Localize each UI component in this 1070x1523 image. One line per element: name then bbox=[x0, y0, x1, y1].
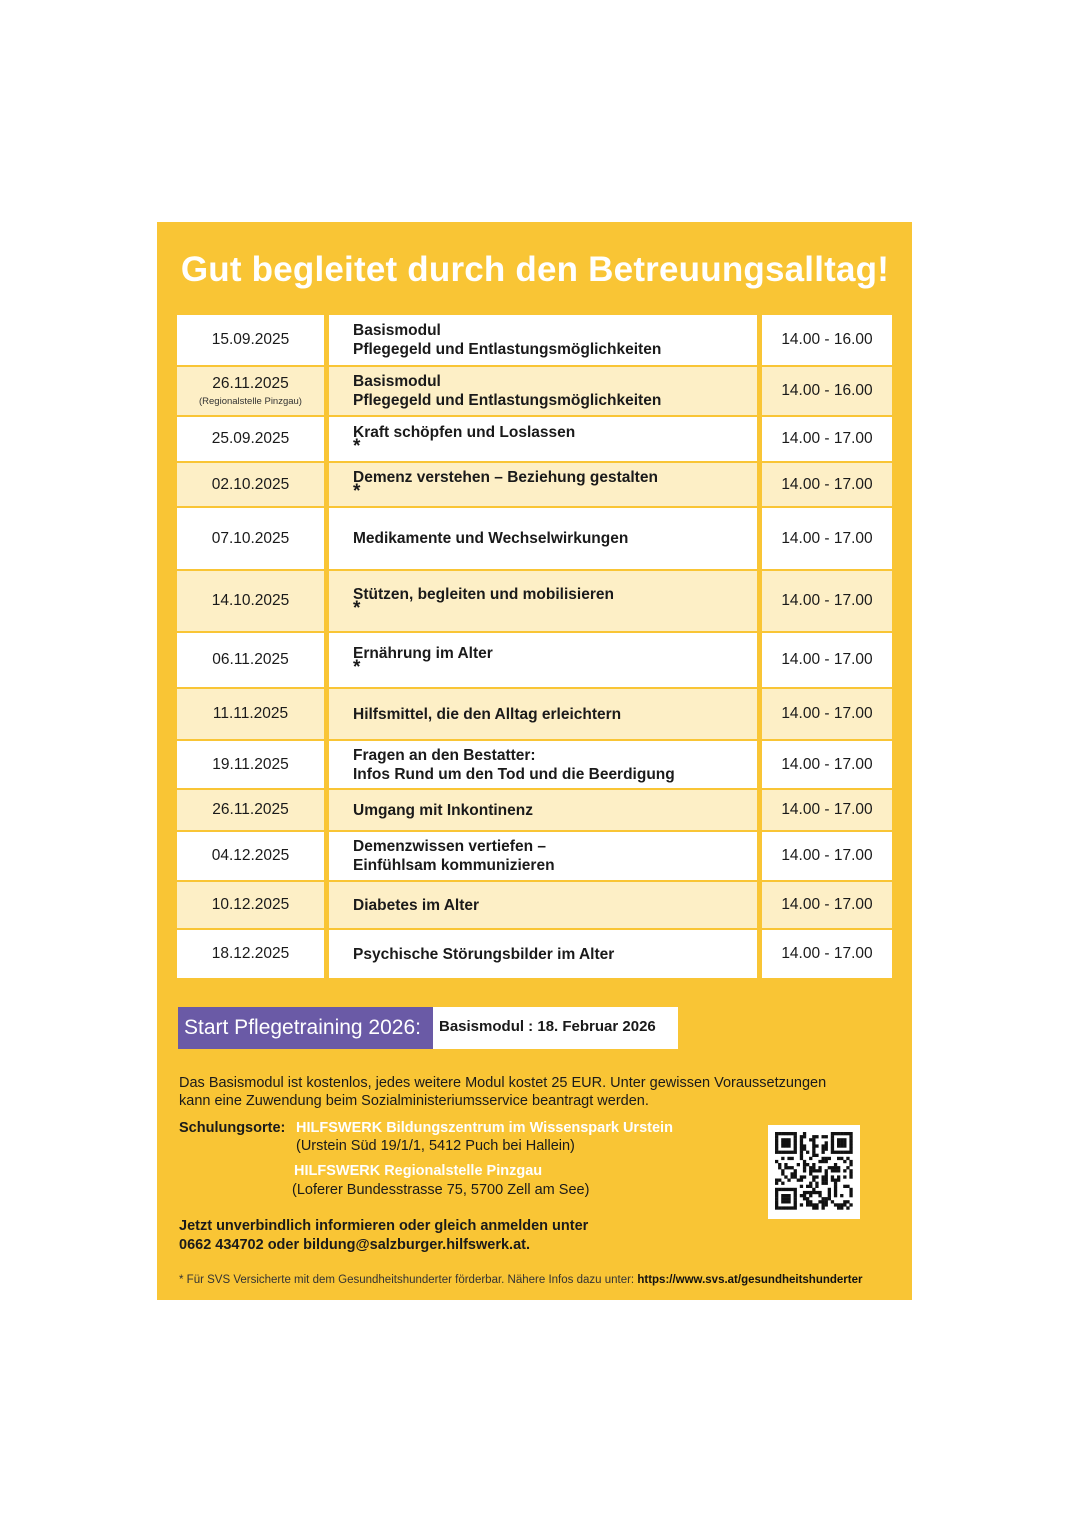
session-date: 10.12.2025 bbox=[211, 896, 290, 913]
session-title-line: Stützen, begleiten und mobilisieren bbox=[353, 585, 614, 603]
svs-eligible-star: * bbox=[353, 435, 361, 457]
start-pflegetraining-date: Basismodul : 18. Februar 2026 bbox=[433, 1007, 678, 1049]
session-date: 18.12.2025 bbox=[211, 945, 290, 962]
schedule-row bbox=[177, 930, 892, 978]
session-date-cell bbox=[177, 882, 324, 928]
schedule-row bbox=[177, 508, 892, 569]
session-time: 14.00 - 17.00 bbox=[762, 741, 892, 788]
session-title-cell bbox=[329, 832, 757, 880]
session-time: 14.00 - 16.00 bbox=[762, 367, 892, 415]
session-title-line: Infos Rund um den Tod und die Beerdigung bbox=[353, 765, 675, 783]
session-time: 14.00 - 17.00 bbox=[762, 633, 892, 687]
session-date: 26.11.2025 bbox=[212, 375, 289, 392]
session-date-cell bbox=[177, 790, 324, 830]
session-title-line: Ernährung im Alter bbox=[353, 644, 493, 662]
session-date: 07.10.2025 bbox=[211, 529, 290, 547]
session-time: 14.00 - 17.00 bbox=[762, 508, 892, 569]
session-title-line: Demenzwissen vertiefen – bbox=[353, 838, 546, 855]
info-text-line-2: kann eine Zuwendung beim Sozialministeriumsservice beantragt werden. bbox=[179, 1093, 649, 1109]
contact-line-1: Jetzt unverbindlich informieren oder gleich anmelden unter bbox=[179, 1218, 589, 1234]
session-date-cell bbox=[177, 571, 324, 631]
session-title-line: Umgang mit Inkontinenz bbox=[353, 801, 533, 819]
session-time: 14.00 - 17.00 bbox=[762, 790, 892, 830]
qr-code-graphic bbox=[768, 1125, 860, 1219]
session-date-cell bbox=[177, 633, 324, 687]
location-1-name: HILFSWERK Bildungszentrum im Wissenspark Urstein bbox=[296, 1120, 673, 1136]
session-date-cell bbox=[177, 930, 324, 978]
schedule-row bbox=[177, 790, 892, 830]
poster-title: Gut begleitet durch den Betreuungsalltag! bbox=[180, 250, 890, 289]
schedule-row bbox=[177, 633, 892, 687]
schedule-row bbox=[177, 882, 892, 928]
session-title-line: Hilfsmittel, die den Alltag erleichtern bbox=[353, 705, 622, 723]
schedule-row bbox=[177, 463, 892, 506]
schedule-row bbox=[177, 417, 892, 461]
schedule-row bbox=[177, 689, 892, 739]
session-time: 14.00 - 17.00 bbox=[762, 417, 892, 461]
svs-eligible-star: * bbox=[353, 597, 361, 619]
session-location-note: (Regionalstelle Pinzgau) bbox=[199, 396, 302, 407]
session-title-cell bbox=[329, 689, 757, 739]
session-title-cell bbox=[329, 882, 757, 928]
session-time: 14.00 - 17.00 bbox=[762, 463, 892, 506]
schedule-row bbox=[177, 741, 892, 788]
session-title-line: Pflegegeld und Entlastungsmöglichkeiten bbox=[353, 341, 662, 358]
session-date-cell bbox=[177, 508, 324, 569]
session-time: 14.00 - 17.00 bbox=[762, 882, 892, 928]
session-time: 14.00 - 17.00 bbox=[762, 571, 892, 631]
session-date-cell bbox=[177, 689, 324, 739]
session-time: 14.00 - 17.00 bbox=[762, 689, 892, 739]
footnote bbox=[179, 1274, 862, 1286]
session-date: 19.11.2025 bbox=[212, 755, 289, 773]
session-date-cell bbox=[177, 463, 324, 506]
session-title-line: Einfühlsam kommunizieren bbox=[353, 857, 555, 874]
svs-eligible-star: * bbox=[353, 656, 361, 678]
schedule-table bbox=[177, 315, 892, 978]
svs-eligible-star: * bbox=[353, 481, 361, 502]
session-title-cell bbox=[329, 417, 757, 461]
session-date-cell bbox=[177, 315, 324, 365]
session-title-cell bbox=[329, 367, 757, 415]
session-date-cell bbox=[177, 417, 324, 461]
session-title-line: Diabetes im Alter bbox=[353, 896, 480, 914]
session-title-cell bbox=[329, 571, 757, 631]
session-date: 02.10.2025 bbox=[211, 475, 290, 493]
footnote-text: * Für SVS Versicherte mit dem Gesundheitshunderter förderbar. Nähere Infos dazu unter: bbox=[179, 1274, 635, 1286]
session-date-cell bbox=[177, 367, 324, 415]
start-pflegetraining-label: Start Pflegetraining 2026: bbox=[178, 1007, 433, 1049]
session-title-line: Kraft schöpfen und Loslassen bbox=[353, 423, 576, 441]
session-date: 25.09.2025 bbox=[211, 430, 290, 447]
session-title-line: Demenz verstehen – Beziehung gestalten bbox=[353, 469, 658, 486]
schedule-row bbox=[177, 367, 892, 415]
session-title-line: Medikamente und Wechselwirkungen bbox=[353, 530, 629, 547]
schedule-row bbox=[177, 315, 892, 365]
footnote-link[interactable]: https://www.svs.at/gesundheitshunderter bbox=[637, 1274, 863, 1286]
session-date: 14.10.2025 bbox=[211, 592, 290, 609]
session-date: 04.12.2025 bbox=[211, 847, 290, 864]
session-title-line: Basismodul bbox=[353, 322, 441, 339]
session-time: 14.00 - 17.00 bbox=[762, 832, 892, 880]
session-title-line: Pflegegeld und Entlastungsmöglichkeiten bbox=[353, 392, 662, 409]
session-time: 14.00 - 17.00 bbox=[762, 930, 892, 978]
session-date-cell bbox=[177, 832, 324, 880]
session-title-cell bbox=[329, 463, 757, 506]
schedule-row bbox=[177, 832, 892, 880]
session-title-line: Fragen an den Bestatter: bbox=[353, 746, 536, 764]
schedule-row bbox=[177, 571, 892, 631]
qr-code[interactable] bbox=[768, 1125, 860, 1219]
location-2-name: HILFSWERK Regionalstelle Pinzgau bbox=[294, 1163, 543, 1179]
session-title-cell bbox=[329, 315, 757, 365]
info-text-line-1: Das Basismodul ist kostenlos, jedes weitere Modul kostet 25 EUR. Unter gewissen Voraussetzungen bbox=[179, 1075, 827, 1091]
session-title-cell bbox=[329, 741, 757, 788]
session-date-cell bbox=[177, 741, 324, 788]
location-1-address: (Urstein Süd 19/1/1, 5412 Puch bei Hallein) bbox=[296, 1138, 575, 1154]
session-date: 11.11.2025 bbox=[212, 705, 289, 722]
session-title-cell bbox=[329, 508, 757, 569]
session-date: 26.11.2025 bbox=[212, 801, 289, 818]
locations-label: Schulungsorte: bbox=[179, 1120, 286, 1136]
location-2-address: (Loferer Bundesstrasse 75, 5700 Zell am See) bbox=[292, 1182, 590, 1198]
session-date: 06.11.2025 bbox=[212, 651, 289, 668]
session-time: 14.00 - 16.00 bbox=[762, 315, 892, 365]
contact-line-2[interactable]: 0662 434702 oder bildung@salzburger.hilfswerk.at. bbox=[179, 1237, 530, 1253]
session-title-cell bbox=[329, 930, 757, 978]
session-title-cell bbox=[329, 790, 757, 830]
session-date: 15.09.2025 bbox=[211, 331, 290, 348]
session-title-line: Basismodul bbox=[353, 373, 441, 390]
session-title-line: Psychische Störungsbilder im Alter bbox=[353, 945, 615, 963]
session-title-cell bbox=[329, 633, 757, 687]
